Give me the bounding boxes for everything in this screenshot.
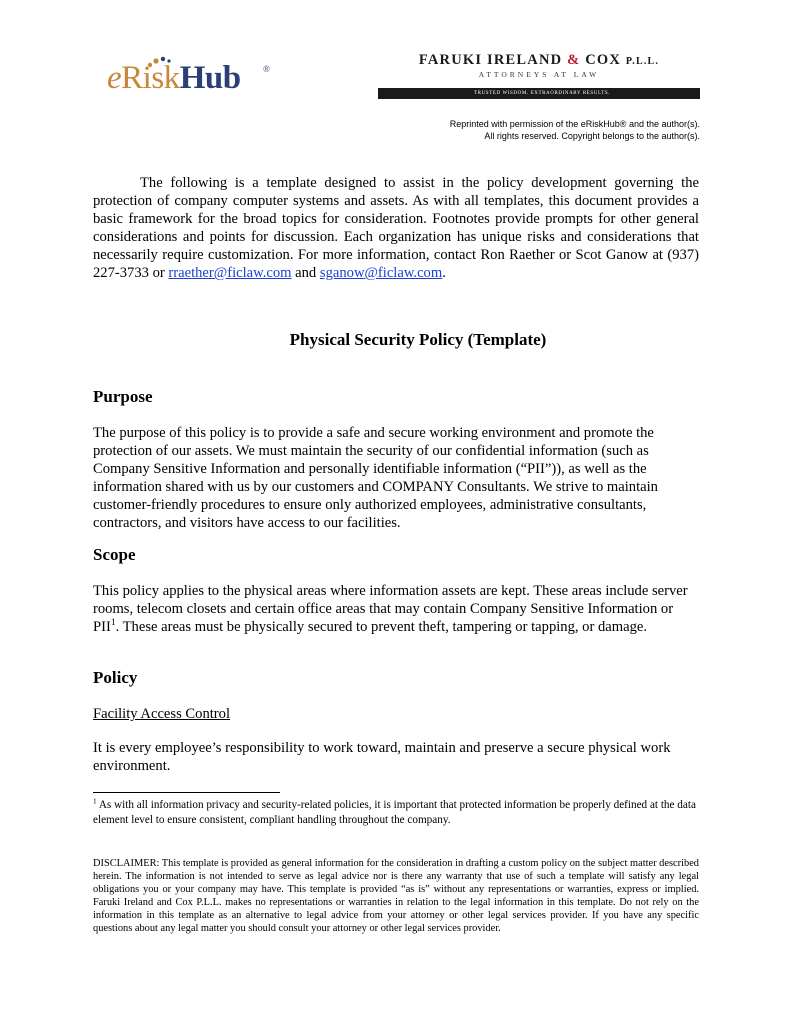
email-link-rraether[interactable]: rraether@ficlaw.com: [168, 265, 292, 281]
facility-access-subheading: Facility Access Control: [93, 706, 231, 722]
logo-registered-mark: ®: [263, 64, 270, 74]
disclaimer: DISCLAIMER: This template is provided as general information for the consideration in drafting a custom policy on the subject matter described herein. The information is not intended to serve as legal advice nor is there any warranty that use of such a template will satisfy any legal obligations you or your company may have. This template is provided “as is” without any representations or warranties, express or implied. Faruki Ireland and Cox P.L.L. makes no representations or warranties in relation to the legal information in this template. Do not rely on the information in this template as an alternative to legal advice from your attorney or other legal services provider. If you have any specific questions about any legal matter you should consult your attorney or other legal services provider.: [93, 858, 699, 934]
footnote-number: 1: [93, 797, 97, 806]
footnote-divider: [93, 792, 280, 793]
policy-heading: Policy: [93, 668, 138, 687]
purpose-heading: Purpose: [93, 387, 153, 406]
footnote-reference: 1: [110, 618, 116, 629]
firm-subtitle: ATTORNEYS AT LAW: [478, 70, 600, 79]
eriskhub-logo: [107, 56, 277, 106]
firm-tagline: TRUSTED WISDOM. EXTRAORDINARY RESULTS.: [474, 91, 611, 96]
intro-paragraph: The following is a template designed to assist in the policy development governing the protection of company computer systems and assets. As with all templates, this document provides a basic framework for the broad topics for consideration. Footnotes provide prompts for other general considerations and points for discussion. Each organization has unique risks and considerations that necessarily require customization. For more information, contact Ron Raether or Scot Ganow at (937) 227-3733 or rraether@ficlaw.com and sganow@ficlaw.com.: [93, 175, 699, 281]
email-link-sganow[interactable]: sganow@ficlaw.com: [319, 265, 443, 281]
firm-name: FARUKI IRELAND & COX P.L.L.: [418, 52, 660, 68]
logo-wordmark: eRiskHub: [107, 60, 241, 96]
purpose-paragraph: The purpose of this policy is to provide a safe and secure working environment and promote the protection of our assets. We must maintain the security of our confidential information (such as Company Sensitive Information and personally identifiable information (“PII”)), as well as the information shared with us by our customers and COMPANY Consultants. We strive to maintain customer-friendly procedures to ensure only authorized employees, administrative consultants, contractors, and visitors have access to our facilities.: [93, 425, 658, 531]
firm-logo: [378, 52, 700, 100]
scope-paragraph: This policy applies to the physical areas where information assets are kept. These areas include server rooms, telecom closets and certain office areas that may contain Company Sensitive Information or PII$^1$. These areas must be physically secured to prevent theft, tampering or tapping, or damage.: [93, 583, 688, 635]
document-title: Physical Security Policy (Template): [289, 330, 547, 349]
reprint-notice: Reprinted with permission of the eRiskHub® and the author(s). All rights reserved. Copyright belongs to the author(s).: [449, 119, 700, 141]
scope-heading: Scope: [93, 545, 136, 564]
facility-access-paragraph: It is every employee’s responsibility to work toward, maintain and preserve a secure physical work environment.: [93, 740, 671, 774]
footnote: $^1$ As with all information privacy and security-related policies, it is important that protected information be properly defined at the data element level to ensure consistent, compliant handling throughout the company.: [93, 797, 696, 826]
